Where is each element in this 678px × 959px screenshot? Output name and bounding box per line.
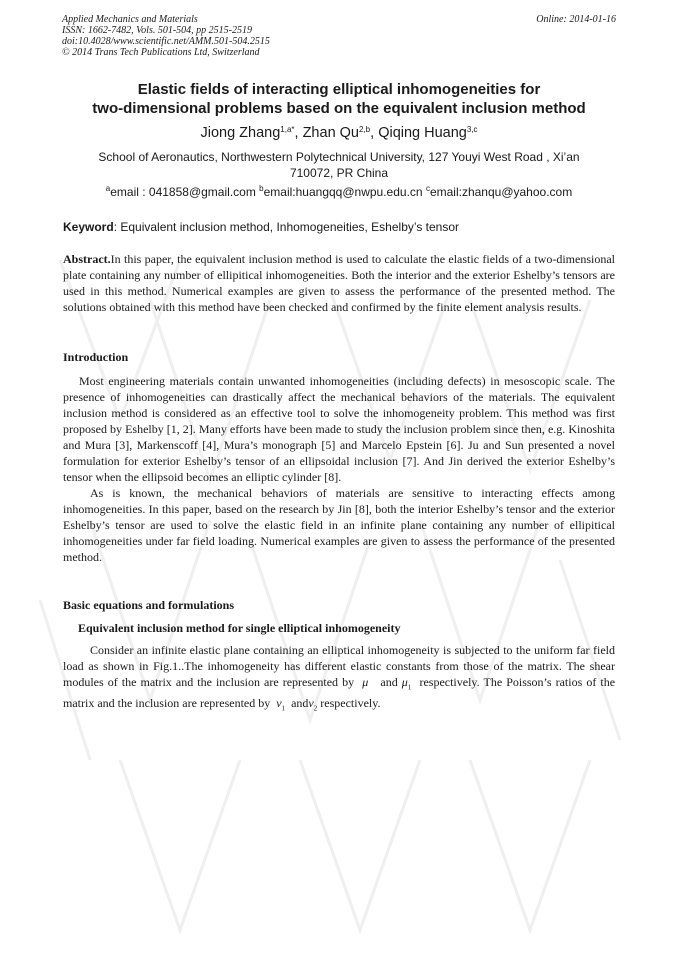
author-2: Zhan Qu (302, 125, 359, 141)
abstract-text: In this paper, the equivalent inclusion method is used to calculate the elastic fields of a two-dimensional plate containing any number of ellipitical inhomogeneities. Both the interior and the exterior Eshelby’s tensors are used in this method. Numerical examples are given to assess the performance of the presented method. The solutions obtained with this method have been checked and confirmed by the finite element analysis results. (63, 252, 615, 314)
journal-header (62, 14, 616, 58)
affiliation (70, 149, 608, 181)
introduction-body (63, 373, 615, 565)
online-date: Online: 2014-01-16 (536, 14, 616, 25)
and-word-1: and (380, 675, 398, 689)
email-a-marker: a (105, 184, 111, 193)
mu1-symbol: $\mu_1$ (401, 675, 412, 692)
author-2-affiliation: 2,b (359, 125, 371, 134)
title-line-1: Elastic fields of interacting elliptical inhomogeneities for (137, 81, 541, 98)
equivalent-inclusion-subheading: Equivalent inclusion method for single elliptical inhomogeneity (78, 621, 401, 635)
copyright-line: © 2014 Trans Tech Publications Ltd, Switzerland (62, 47, 260, 58)
nu2-symbol: $\nu_2$ (308, 696, 318, 713)
affiliation-line-1: School of Aeronautics, Northwestern Polytechnical University, 127 Youyi West Road , Xi’an (98, 150, 580, 164)
journal-name: Applied Mechanics and Materials (62, 14, 198, 25)
basic-equations-body (63, 642, 615, 717)
introduction-paragraph-2: As is known, the mechanical behaviors of materials are sensitive to interacting effects among inhomogeneities. In this paper, based on the research by Jin [8], both the interior Eshelby’s tensor and the exterior Eshelby’s tensor are used to solve the elastic field in an infinite plane containing any number of ellipitical inhomogeneities under far field loading. Numerical examples are given to assess the performance of the presented method. (63, 486, 615, 564)
basic-equations-heading: Basic equations and formulations (63, 598, 235, 612)
keyword-label: Keyword (63, 220, 114, 234)
basic-paragraph (63, 642, 615, 717)
author-3-affiliation: 3,c (466, 125, 478, 134)
doi-line: doi:10.4028/www.scientific.net/AMM.501-504.2515 (62, 36, 270, 47)
email-a: email : 041858@gmail.com (110, 185, 256, 199)
paper-title (40, 80, 638, 118)
and-word-2: and (291, 696, 309, 711)
keyword-text: : Equivalent inclusion method, Inhomogeneities, Eshelby’s tensor (113, 220, 460, 234)
issn-line: ISSN: 1662-7482, Vols. 501-504, pp 2515-2519 (62, 25, 252, 36)
basic-text-2: respectively. The Poisson’s ratios of the matrix and the inclusion are represented by (63, 675, 616, 711)
introduction-heading: Introduction (63, 350, 129, 364)
basic-text-3: respectively. (320, 696, 381, 711)
author-1-affiliation: 1,a* (280, 125, 295, 134)
abstract (63, 251, 615, 315)
email-c: email:zhanqu@yahoo.com (429, 185, 573, 199)
title-line-2: two-dimensional problems based on the equivalent inclusion method (92, 100, 586, 117)
author-list: Jiong Zhang$^{1,a*}$, Zhan Qu$^{2,b}$, Qiqing Huang$^{3,c}$ (200, 125, 478, 141)
email-list (40, 184, 638, 200)
email-c-marker: c (425, 184, 430, 193)
keywords (63, 219, 619, 235)
introduction-paragraph-1: Most engineering materials contain unwanted inhomogeneities (including defects) in mesoscopic scale. The presence of inhomogeneities can drastically affect the mechanical behaviors of the materials. The equivalent inclusion method is considered as an effective tool to solve the inhomogeneity problem. This method was first proposed by Eshelby [1, 2]. Many efforts have been made to study the inclusion problem since then, e.g. Kinoshita and Mura [3], Markenscoff [4], Mura’s monograph [5] and Marcelo Epstein [6]. Ju and Sun presented a novel formulation for exterior Eshelby’s tensor of an ellipsoidal inclusion [7]. And Jin derived the exterior Eshelby’s tensor when the ellipsoid becomes an elliptic cylinder [8]. (63, 374, 615, 484)
author-3: Qiqing Huang (378, 125, 467, 141)
email-b: email:huangqq@nwpu.edu.cn (263, 185, 423, 199)
nu1-symbol: $\nu_1$ (276, 696, 286, 713)
affiliation-line-2: 710072, PR China (289, 166, 389, 180)
author-1: Jiong Zhang (200, 125, 281, 141)
email-b-marker: b (259, 184, 264, 193)
basic-text-1: Consider an infinite elastic plane containing an elliptical inhomogeneity is subjected to the uniform far field load as shown in Fig.1..The inhomogeneity has different elastic constants from those of the matrix. The shear modules of the matrix and the inclusion are represented by (63, 643, 615, 689)
mu-symbol: μ (362, 675, 369, 689)
abstract-label: Abstract. (63, 252, 111, 266)
